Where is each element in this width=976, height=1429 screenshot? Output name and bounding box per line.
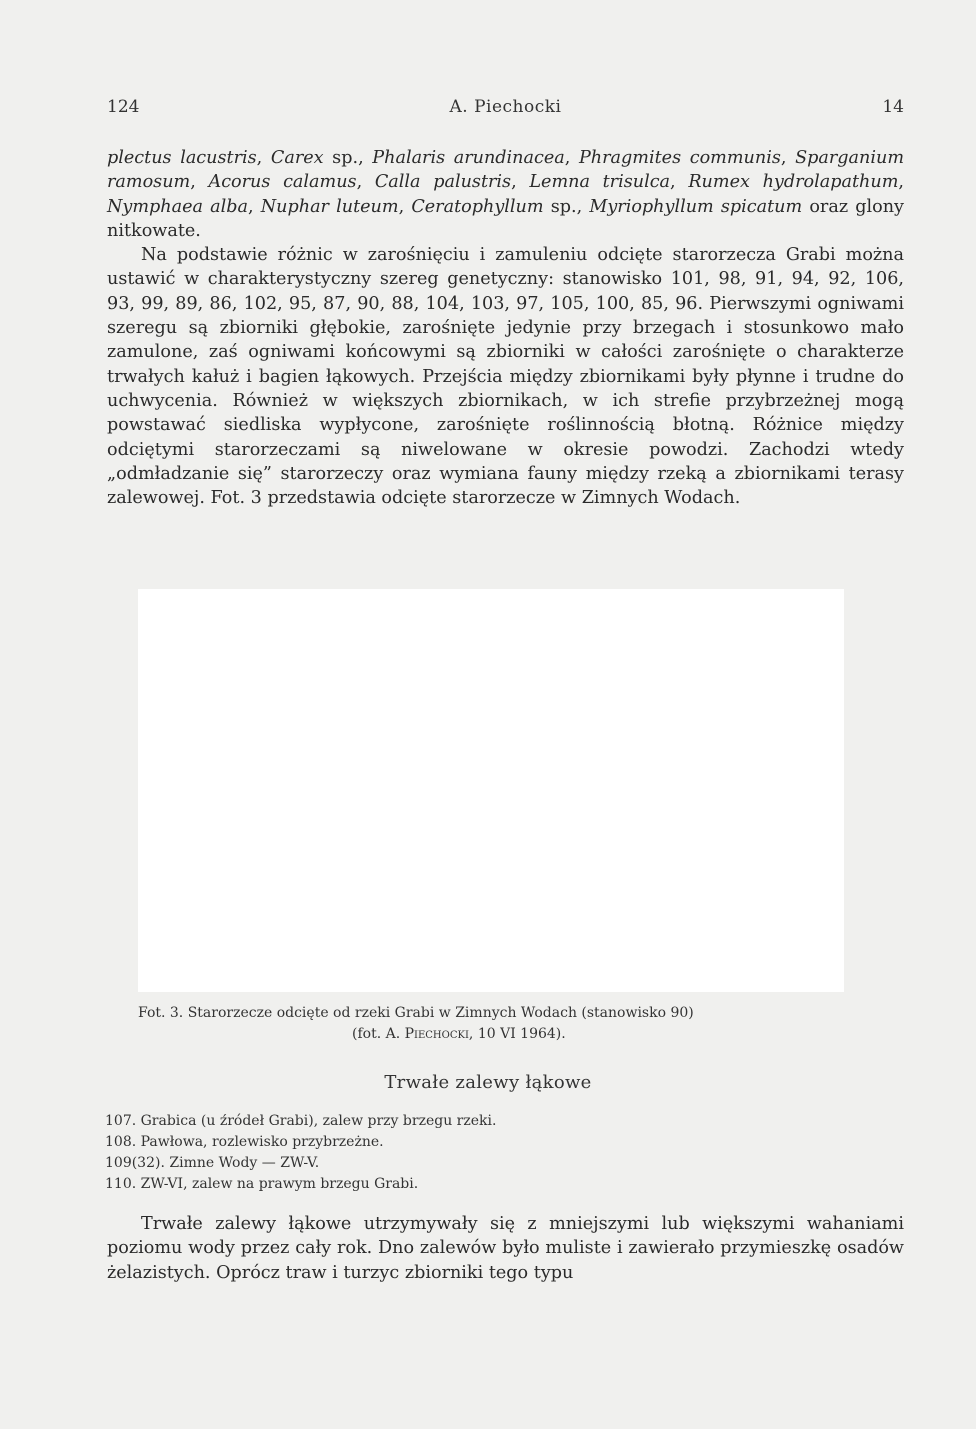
text-run: ,	[248, 196, 261, 217]
species-name: Acorus calamus	[208, 172, 357, 193]
species-name: Phalaris arundinacea	[372, 148, 565, 168]
text-run: oraz glony nitkowate.	[107, 196, 904, 241]
body-paragraph: Na podstawie różnic w zarośnięciu i zamuleniu odcięte starorzecza Grabi można ustawić w charakterystyczny szereg genetyczny: stanowisko 101, 98, 91, 94, 92, 106, 93, 99, 89, 86, 102, 95, 87, 90, 88, 104, 103, 97, 105, 100, 85, 96. Pierwszymi ogniwami szeregu są zbiorniki głębokie, zarośnięte jedynie przy brzegach i stosunkowo mało zamulone, zaś ogniwami końcowymi są zbiorniki w całości zarośnięte o charakterze trwałych kałuż i bagien łąkowych. Przejścia między zbiornikami były płynne i trudne do uchwycenia. Również w większych zbiornikach, w ich strefie przybrzeżnej mogą powstawać siedliska wypłycone, zarośnięte roślinnością błotną. Różnice między odciętymi starorzeczami są niwelowane w okresie powodzi. Zachodzi wtedy „odmładzanie się” starorzeczy oraz wymiana fauny między rzeką a zbiornikami terasy zalewowej. Fot. 3 przedstawia odcięte starorzecze w Zimnych Wodach.	[107, 245, 904, 509]
text-run: ,	[190, 172, 209, 193]
text-run: , 10 VI 1964).	[468, 1026, 566, 1042]
species-name: Nuphar luteum	[260, 196, 399, 217]
text-run: ,	[564, 148, 579, 168]
text-run: ,	[670, 172, 689, 193]
species-list-paragraph	[107, 146, 904, 243]
text-run: (fot. A.	[352, 1026, 405, 1042]
photograph	[138, 589, 844, 992]
section-heading: Trwałe zalewy łąkowe	[384, 1072, 592, 1093]
text-run: ,	[511, 172, 530, 193]
species-name: Rumex hydrolapathum	[688, 172, 899, 193]
species-name: Phragmites communis	[578, 148, 781, 168]
figure-caption	[138, 1003, 868, 1045]
caption-credit	[138, 1024, 868, 1045]
body-paragraph: Trwałe zalewy łąkowe utrzymywały się z mniejszymi lub większymi wahaniami poziomu wody przez cały rok. Dno zalewów było muliste i zawierało przymieszkę osadów żelazistych. Oprócz traw i turzyc zbiorniki tego typu	[107, 1214, 904, 1283]
species-name: Lemna trisulca	[529, 172, 671, 193]
text-run: ,	[780, 148, 796, 168]
text-run: ,	[398, 196, 412, 217]
text-run: sp.,	[543, 196, 590, 217]
page-number: 124	[107, 97, 140, 117]
text-run: sp.,	[323, 148, 373, 168]
species-name: Ceratophyllum	[411, 196, 544, 217]
list-item: 108. Pawłowa, rozlewisko przybrzeżne.	[105, 1134, 384, 1150]
text-run: ,	[256, 148, 271, 168]
species-name: Myriophyllum spicatum	[589, 196, 803, 217]
photographer-name: Piechocki	[404, 1026, 469, 1042]
list-item: 107. Grabica (u źródeł Grabi), zalew przy brzegu rzeki.	[105, 1113, 497, 1129]
text-run: ,	[898, 172, 904, 193]
list-item: 110. ZW-VI, zalew na prawym brzegu Grabi.	[105, 1176, 419, 1192]
station-list	[105, 1111, 865, 1195]
caption-line: Fot. 3. Starorzecze odcięte od rzeki Grabi w Zimnych Wodach (stanowisko 90)	[138, 1005, 694, 1021]
species-name: Sparganium ramosum	[107, 148, 905, 193]
species-name: plectus lacustris	[107, 148, 257, 168]
running-header	[107, 97, 904, 125]
species-name: Nymphaea alba	[107, 196, 249, 217]
list-item: 109(32). Zimne Wody — ZW-V.	[105, 1155, 320, 1171]
section-text	[107, 1212, 904, 1285]
species-name: Carex	[270, 148, 324, 168]
species-name: Calla palustris	[374, 172, 512, 193]
main-text	[107, 146, 904, 510]
running-author: A. Piechocki	[449, 97, 562, 117]
text-run: ,	[356, 172, 375, 193]
volume-number: 14	[882, 97, 904, 117]
